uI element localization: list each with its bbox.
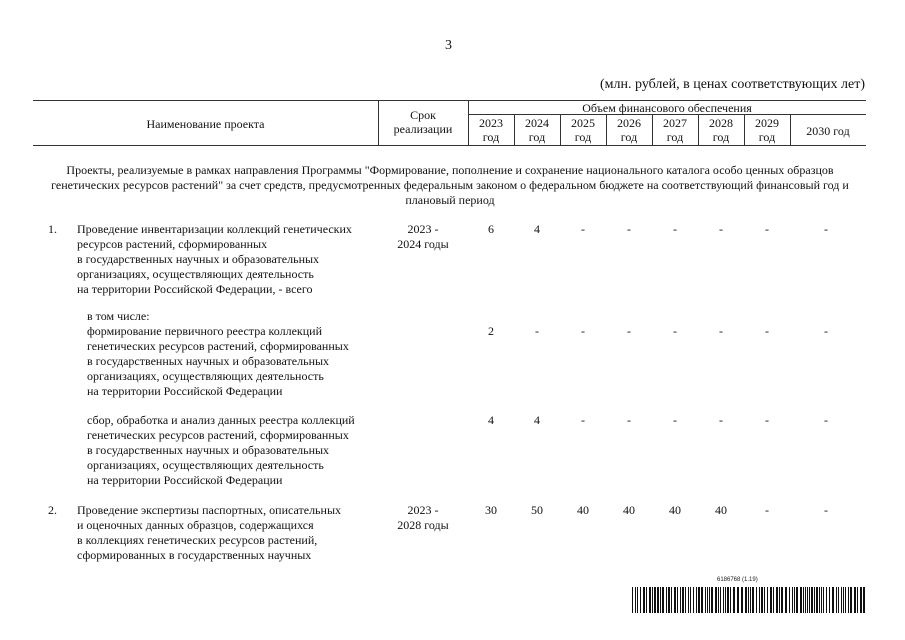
barcode-bar [860,587,862,613]
barcode-bar [767,587,768,613]
barcode-bar [696,587,697,613]
barcode-bar [671,587,672,613]
row-value: 6 [488,222,494,236]
barcode-bar [737,587,739,613]
barcode-bar [666,587,667,613]
barcode-bar [720,587,721,613]
row-value: - [824,324,828,338]
header-year: 2023 год [479,116,503,144]
barcode-bar [723,587,724,613]
row-value: 40 [715,503,727,517]
page-number: 3 [445,38,452,53]
barcode-bar [662,587,664,613]
barcode-bar [811,587,813,613]
barcode-bar [741,587,743,613]
row-name: в том числе: формирование первичного реестра коллекций генетических ресурсов растений, сформированных в государственных научных и образовательных организациях, осуществляющих деятельность на территории Российской Федерации [87,309,349,398]
row-value: - [673,324,677,338]
barcode-bar [821,587,822,613]
header-year: 2025 год [571,116,595,144]
barcode-bar [660,587,661,613]
barcode-bar [733,587,735,613]
barcode-bar [823,587,824,613]
barcode-bar [632,587,633,613]
barcode-bar [848,587,849,613]
barcode-bar [652,587,653,613]
barcode-bar [677,587,678,613]
row-value: - [719,324,723,338]
barcode-bar [718,587,719,613]
row-value: - [765,324,769,338]
barcode-bar [794,587,795,613]
barcode-bar [727,587,729,613]
barcode-bar [845,587,846,613]
barcode-bar [707,587,708,613]
barcode-bar [764,587,765,613]
row-number: 2. [48,503,57,517]
barcode-bar [674,587,676,613]
header-year: 2027 год [663,116,687,144]
row-value: 50 [531,503,543,517]
barcode-bar [803,587,804,613]
row-value: 40 [577,503,589,517]
barcode-bar [836,587,837,613]
row-name: сбор, обработка и анализ данных реестра коллекций генетических ресурсов растений, сформированных в государственных научных и образовательных организациях, осуществляющих деятельность на территории Российской Федерации [87,413,355,487]
row-name: Проведение инвентаризации коллекций генетических ресурсов растений, сформированных в государственных научных и образовательных организациях, осуществляющих деятельность на территории Российской Федерации, - всего [77,222,352,296]
barcode-bar [752,587,754,613]
barcode-bar [657,587,659,613]
row-value: - [824,413,828,427]
row-value: - [581,324,585,338]
row-value: - [673,413,677,427]
barcode-bar [789,587,790,613]
header-year: 2029 год [755,116,779,144]
barcode-bar [701,587,703,613]
barcode-bar [705,587,706,613]
row-value: 4 [488,413,494,427]
barcode-bar [857,587,858,613]
header-year: 2028 год [709,116,733,144]
barcode-bar [807,587,808,613]
barcode-bar [750,587,751,613]
header-bottom-rule [33,145,866,146]
barcode-bar [711,587,713,613]
row-value: - [824,222,828,236]
row-value: 4 [534,413,540,427]
barcode-bar [841,587,842,613]
barcode-bar [685,587,686,613]
header-year: 2026 год [617,116,641,144]
barcode-bar [779,587,780,613]
barcode-bar [770,587,772,613]
barcode-bar [698,587,700,613]
barcode-bar [832,587,834,613]
barcode-bar [838,587,839,613]
barcode-bar [792,587,793,613]
row-name: Проведение экспертизы паспортных, описательных и оценочных данных образцов, содержащихся в коллекциях генетических ресурсов растений, сформированных в государственных научных [77,503,342,562]
barcode-bar [854,587,856,613]
row-value: - [627,413,631,427]
row-number: 1. [48,222,57,236]
barcode-bar [809,587,810,613]
row-value: - [535,324,539,338]
barcode-icon [632,587,866,613]
barcode-bar [682,587,684,613]
barcode-bar [643,587,645,613]
barcode-bar [637,587,638,613]
barcode-bar [826,587,827,613]
row-value: 30 [485,503,497,517]
barcode-bar [800,587,802,613]
barcode-bar [819,587,820,613]
barcode-bar [759,587,760,613]
row-value: - [581,413,585,427]
barcode-bar [829,587,830,613]
barcode-bar [773,587,774,613]
row-value: 4 [534,222,540,236]
header-year: 2024 год [525,116,549,144]
barcode-bar [781,587,783,613]
barcode-bar [748,587,749,613]
row-value: - [673,222,677,236]
barcode-bar [668,587,670,613]
header-year: 2030 год [806,124,850,138]
header-project-name: Наименование проекта [146,117,265,131]
barcode-bar [646,587,647,613]
barcode-bar [693,587,694,613]
row-value: 40 [623,503,635,517]
barcode-bar [745,587,747,613]
row-value: - [824,503,828,517]
section-title: Проекты, реализуемые в рамках направления Программы "Формирование, пополнение и сохранение национального каталога особо ценных образцов генетических ресурсов растений" за счет средств, предусмотренных федеральным законом о федеральном бюджете на соответствующий финансовый год и плановый период [51,163,849,207]
row-value: - [765,503,769,517]
barcode-bar [649,587,651,613]
barcode-bar [796,587,798,613]
barcode-bar [785,587,787,613]
barcode-bar [850,587,852,613]
barcode-bar [814,587,815,613]
row-value: 2 [488,324,494,338]
row-value: 40 [669,503,681,517]
barcode-bar [635,587,636,613]
row-value: - [627,324,631,338]
row-value: - [719,413,723,427]
barcode-bar [776,587,778,613]
barcode-bar [725,587,726,613]
barcode-bar [709,587,710,613]
barcode-bar [756,587,757,613]
row-value: - [765,222,769,236]
barcode-bar [680,587,681,613]
barcode-bar [715,587,717,613]
barcode-bar [816,587,818,613]
row-value: - [719,222,723,236]
row-term: 2023 - 2024 годы [397,222,449,251]
barcode-bar [730,587,731,613]
barcode-bar [640,587,641,613]
header-funding: Объем финансового обеспечения [582,101,752,115]
header-term: Срок реализации [393,108,453,136]
row-value: - [627,222,631,236]
row-value: - [581,222,585,236]
units-note: (млн. рублей, в ценах соответствующих лет) [600,77,865,92]
barcode-bar [805,587,806,613]
row-term: 2023 - 2028 годы [397,503,449,532]
barcode-bar [688,587,689,613]
barcode-bar [761,587,763,613]
barcode-bar [843,587,844,613]
row-value: - [765,413,769,427]
barcode-bar [654,587,656,613]
barcode-bar [863,587,865,613]
barcode-bar [690,587,691,613]
barcode-number: 6186768 (1.19) [717,577,758,583]
